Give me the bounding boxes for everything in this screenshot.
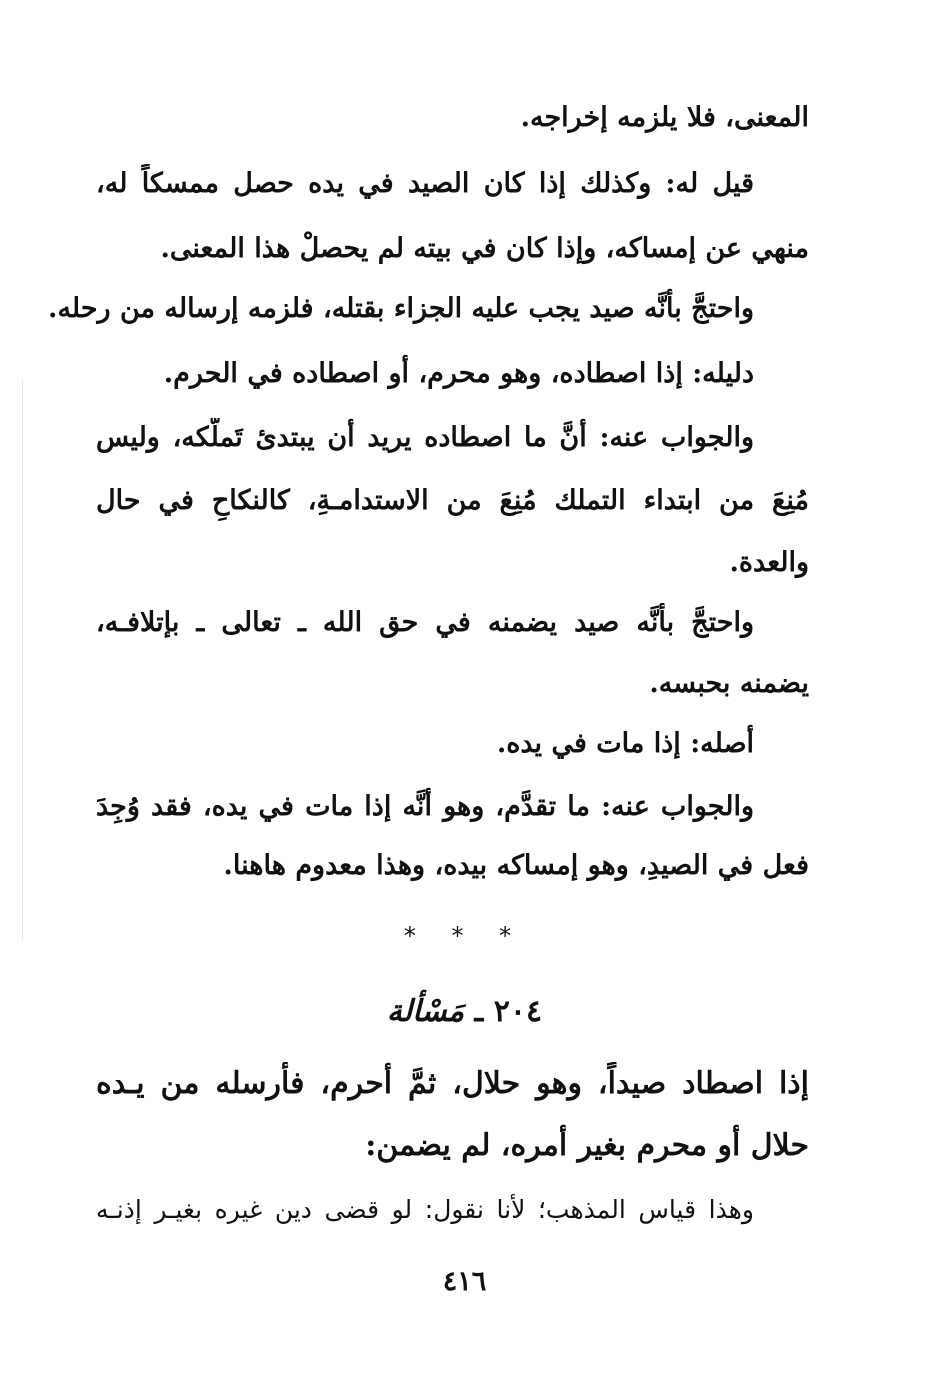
text-line-7: مُنِعَ من ابتداء التملك مُنِعَ من الاستدامـةِ، كالنكاحِ في حال [96,485,809,516]
text-line-5: دليله: إذا اصطاده، وهو محرم، أو اصطاده في الحرم. [163,358,754,389]
issue-number: ٢٠٤ ـ [474,994,543,1029]
text-line-4: واحتجَّ بأنَّه صيد يجب عليه الجزاء بقتله، فلزمه إرساله من رحله. [48,293,754,324]
issue-word: مَسْألة [386,994,465,1029]
text-line-12: والجواب عنه: ما تقدَّم، وهو أنَّه إذا مات في يده، فقد وُجِدَ [96,791,754,822]
page-number: ٤١٦ [442,1266,487,1297]
text-line-10: يضمنه بحبسه. [649,668,809,699]
text-line-8: والعدة. [729,547,809,578]
text-line-3: منهي عن إمساكه، وإذا كان في بيته لم يحصلْ هذا المعنى. [160,233,809,264]
text-line-9: واحتجَّ بأنَّه صيد يضمنه في حق الله ـ تعالى ـ بإتلافـه، [96,607,754,638]
issue-heading [0,990,929,1034]
text-line-6: والجواب عنه: أنَّ ما اصطاده يريد أن يبتدئ تَملُّكه، وليس [96,422,754,453]
text-line-11: أصله: إذا مات في يده. [496,728,754,759]
section-separator: * * * [403,922,526,950]
text-line-13: فعل في الصيدِ، وهو إمساكه بيده، وهذا معدوم هاهنا. [223,850,809,881]
issue-text-line-1: إذا اصطاد صيداً، وهو حلال، ثمَّ أحرم، فأرسله من يـده [96,1066,809,1101]
scan-edge-line [22,380,23,940]
text-line-2: قيل له: وكذلك إذا كان الصيد في يده حصل ممسكاً له، [96,168,754,199]
text-line-1: المعنى، فلا يلزمه إخراجه. [520,102,809,133]
issue-text-line-2: حلال أو محرم بغير أمره، لم يضمن: [365,1128,809,1163]
text-line-last: وهذا قياس المذهب؛ لأنا نقول: لو قضى دين غيره بغيـر إذنـه [96,1195,754,1224]
